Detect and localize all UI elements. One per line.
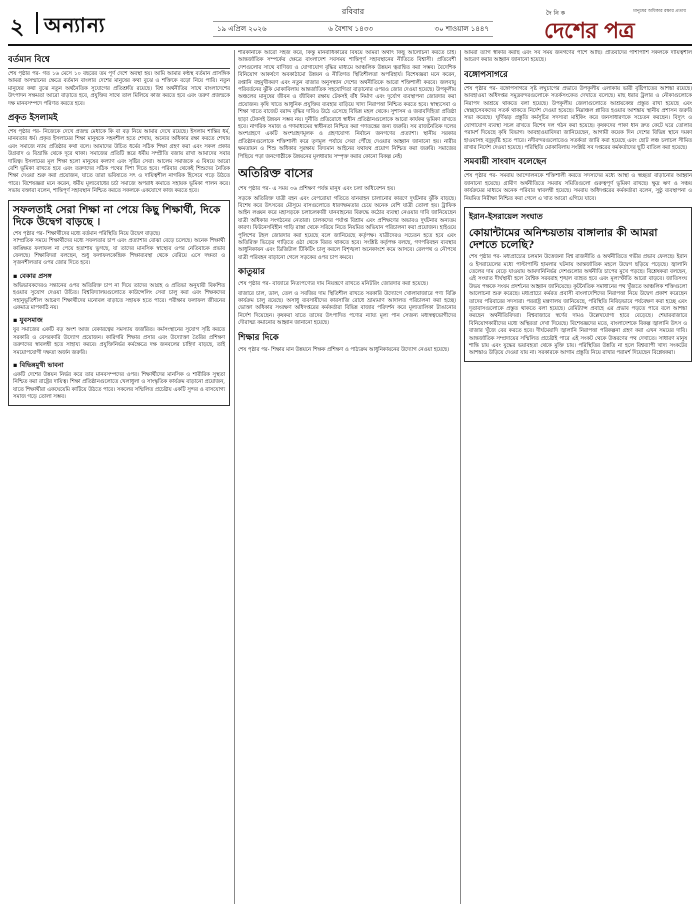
dateline-day: রবিবার bbox=[341, 7, 365, 16]
article-body: শেষ পৃষ্ঠার পর- নিজেকে দেখে প্রজন্ম মেধাকে কি বা বড় নিয়ে আমার দেখে রয়েছে। ইসলাম শান্তির ধর্ম, মানবতার ধর্ম। প্রকৃত ইসলামের শিক্ষা মানুষকে সহনশীল হতে শেখায়, অন্যের অধিকার রক্ষা করতে শেখায় এবং সমাজে ন্যায় প্রতিষ্ঠার কথা বলে। আমাদের উচিত ধর্মের সঠিক শিক্ষা গ্রহণ করা এবং সকল প্রকার উগ্রবাদ ও বিভ্রান্তি থেকে দূরে থাকা। সমাজের প্রতিটি স্তরে ধর্মীয় সম্প্রীতি বজায় রাখা আমাদের সবার দায়িত্ব। ইসলামের মূল শিক্ষা হলো মানুষের কল্যাণ এবং সৃষ্টির সেবা। আলেম সমাজকে এ বিষয়ে আরো বেশি ভূমিকা রাখতে হবে এবং তরুণদের সঠিক পথের দিশা দিতে হবে। পরিবার থেকেই শিশুদের নৈতিক শিক্ষা দেওয়া শুরু করা প্রয়োজন, যাতে তারা ভবিষ্যতে সৎ ও দায়িত্বশীল নাগরিক হিসেবে গড়ে উঠতে পারে। বিশেষজ্ঞরা মনে করেন, ধর্মীয় মূল্যবোধের চর্চা সমাজে অপরাধ কমাতে সহায়ক ভূমিকা পালন করে। সভায় বক্তারা বলেন, শান্তিপূর্ণ সহাবস্থান নিশ্চিত করতে সকলকে একযোগে কাজ করতে হবে। bbox=[8, 129, 230, 195]
article-headline: বর্তমান বিশ্বে bbox=[8, 53, 230, 69]
date-bengali: ৬ বৈশাখ ১৪৩৩ bbox=[328, 25, 373, 33]
masthead-rule bbox=[8, 44, 692, 46]
article-headline: শিক্ষার দিকে bbox=[238, 332, 279, 343]
article-body: বাজারে চাল, ডাল, তেল ও সবজির দাম স্থিতিশীল রাখতে সরকারি উদ্যোগে খোলাবাজারে পণ্য বিক্রি কার্যক্রম চালু রয়েছে। অসাধু ব্যবসায়ীদের কারসাজি রোধে ভ্রাম্যমাণ আদালত পরিচালনা করা হচ্ছে। ভোক্তা অধিকার সংরক্ষণ অধিদপ্তরের কর্মকর্তারা বিভিন্ন বাজার পরিদর্শন করে মূল্যতালিকা টাঙানোর নির্দেশ দিয়েছেন। কৃষকরা যাতে তাদের উৎপাদিত পণ্যের ন্যায্য মূল্য পান সেজন্য মধ্যস্বত্বভোগীদের দৌরাত্ম্য কমানোর আহ্বান জানানো হয়েছে। bbox=[238, 290, 456, 327]
article-headline: প্রকৃত ইসলামই bbox=[8, 111, 230, 127]
article-headline: কাতুয়ার bbox=[238, 267, 265, 278]
logo-prefix: দৈ নি ক bbox=[546, 10, 565, 17]
column-right bbox=[464, 50, 692, 904]
boxed-article-kicker: ইরান-ইসরায়েল সংঘাত bbox=[469, 211, 543, 222]
logo-name: দেশের পত্র bbox=[544, 19, 635, 44]
subhead: ▪ যুবসমাজ bbox=[13, 316, 43, 325]
masthead-separator bbox=[36, 12, 38, 34]
article-body: আমরা ত্যাগ স্বীকার করছি এবং সব সময় জনগণের পাশে আছি। প্রতিবাদের পাশাপাশি সকলকে দায়িত্বশীল আচরণ করার আহ্বান জানানো হয়েছে। bbox=[464, 50, 692, 64]
boxed-article bbox=[8, 200, 230, 406]
date-gregorian: ১৯ এপ্রিল ২০২৬ bbox=[217, 25, 267, 33]
article-headline: বঙ্গোপসাগরে bbox=[464, 68, 692, 84]
column-left bbox=[8, 50, 230, 904]
article-body: শেষ পৃষ্ঠার পর- মধ্যপ্রাচ্যের চলমান উত্তেজনা বিশ্ব রাজনীতি ও অর্থনীতিতে গভীর প্রভাব ফেলছে। ইরান ও ইসরায়েলের মধ্যে পাল্টাপাল্টি হামলার ঘটনায় আন্তর্জাতিক মহলে উদ্বেগ ছড়িয়ে পড়েছে। জ্বালানি তেলের দাম বেড়ে যাওয়ায় আমদানিনির্ভর দেশগুলোর অর্থনীতি চাপের মুখে পড়ছে। বিশ্লেষকরা বলছেন, এই সংঘাত দীর্ঘস্থায়ী হলে বৈশ্বিক সরবরাহ শৃঙ্খল ব্যাহত হবে এবং মূল্যস্ফীতি আরো বাড়বে। জাতিসংঘ উভয় পক্ষকে সংযম প্রদর্শনের আহ্বান জানিয়েছে। কূটনৈতিক সমাধানের পথ খুঁজতে আঞ্চলিক শক্তিগুলো আলোচনা শুরু করেছে। মধ্যপ্রাচ্যে কর্মরত প্রবাসী বাংলাদেশিদের নিরাপত্তা নিয়ে উদ্বেগ প্রকাশ করেছেন তাদের পরিবারের সদস্যরা। পররাষ্ট্র মন্ত্রণালয় জানিয়েছে, পরিস্থিতি নিবিড়ভাবে পর্যবেক্ষণ করা হচ্ছে এবং দূতাবাসগুলোকে প্রস্তুত থাকতে বলা হয়েছে। রেমিট্যান্স প্রবাহে এর প্রভাব পড়তে পারে বলে আশঙ্কা করছেন অর্থনীতিবিদরা। বিশ্ববাজারে স্বর্ণের দামও উল্লেখযোগ্য হারে বেড়েছে। শেয়ারবাজারে বিনিয়োগকারীদের মধ্যে অস্থিরতা দেখা দিয়েছে। বিশেষজ্ঞদের মতে, বাংলাদেশকে বিকল্প জ্বালানি উৎস ও বাজার খুঁজে বের করতে হবে। দীর্ঘমেয়াদি জ্বালানি নিরাপত্তা পরিকল্পনা গ্রহণ করা এখন সময়ের দাবি। আন্তর্জাতিক সম্প্রদায়ের সম্মিলিত প্রচেষ্টাই পারে এই সংকট থেকে উত্তরণের পথ দেখাতে। সাধারণ মানুষ শান্তি চায় এবং যুদ্ধের ভয়াবহতা থেকে মুক্তি চায়। পরিস্থিতির উন্নতি না হলে বিশ্বব্যাপী খাদ্য সংকটের আশঙ্কাও উড়িয়ে দেওয়া যায় না। সরকারকে আগাম প্রস্তুতি নিয়ে রাখার পরামর্শ দিয়েছেন বিশ্লেষকরা। bbox=[469, 254, 687, 357]
masthead bbox=[8, 6, 692, 44]
column-divider bbox=[234, 50, 235, 904]
boxed-article-headline: কোয়ান্টামের অনিশ্চয়তায় বাঙ্গালার কী আমরা দেশতে চলেছি? bbox=[469, 227, 658, 252]
subhead: ▪ বিভিন্নমুখী ভাবনা bbox=[13, 360, 64, 369]
article-body: শেষ পৃষ্ঠার পর- বঙ্গোপসাগরে সৃষ্ট লঘুচাপের প্রভাবে উপকূলীয় এলাকায় ভারী বৃষ্টিপাতের আশঙ্কা রয়েছে। আবহাওয়া অধিদপ্তর সমুদ্রবন্দরগুলোকে সতর্কসংকেত দেখাতে বলেছে। মাছ ধরার ট্রলার ও নৌকাগুলোকে নিরাপদ আশ্রয়ে থাকতে বলা হয়েছে। উপকূলীয় জেলাগুলোতে আশ্রয়কেন্দ্র প্রস্তুত রাখা হয়েছে এবং স্বেচ্ছাসেবকদের সতর্ক থাকতে নির্দেশ দেওয়া হয়েছে। নিম্নাঞ্চল প্লাবিত হওয়ার আশঙ্কায় স্থানীয় প্রশাসন জরুরি সভা করেছে। ঘূর্ণিঝড় প্রস্তুতি কর্মসূচির সদস্যরা মাইকিং করে জনসাধারণকে সচেতন করছেন। বিদ্যুৎ ও যোগাযোগ ব্যবস্থা সচল রাখতে বিশেষ দল গঠন করা হয়েছে। কৃষকদের পাকা ধান দ্রুত কেটে ঘরে তোলার পরামর্শ দিয়েছে কৃষি বিভাগ। আবহাওয়াবিদরা জানিয়েছেন, আগামী কয়েক দিন দেশের বিভিন্ন স্থানে দমকা হাওয়াসহ বজ্রবৃষ্টি হতে পারে। নদীবন্দরগুলোতেও সতর্কতা জারি করা হয়েছে এবং ছোট লঞ্চ চলাচল সীমিত রাখার নির্দেশ দেওয়া হয়েছে। পরিস্থিতি মোকাবিলায় সংশ্লিষ্ট সব দপ্তরের কর্মকর্তাদের ছুটি বাতিল করা হয়েছে। bbox=[464, 85, 692, 152]
article-body: শেষ পৃষ্ঠার পর- গত ১৬ মেসে ১০ বছরের তম পূর্ণ দেশে অবস্থা হয়। আমি আমার কন্ঠস্থ বর্তমান প্রাসঙ্গিক আমরা অসম্মানের ক্ষেত্রে বর্তমান বাংলার দেশের মানুষের কথা বুঝে ও শক্তিকে বড়ো নিয়ে পারি। নতুন মানুষের কথা বুঝে নতুন অর্থনৈতিক সুযোগের প্রতিশ্রুতি রয়েছে। বিশ্ব অর্থনীতির সাথে বাংলাদেশের উৎপাদন সক্ষমতা আরো বাড়াতে হবে, প্রযুক্তির সাথে তাল মিলিয়ে কাজ করতে হবে এবং তরুণ প্রজন্মকে দক্ষ মানবসম্পদে পরিণত করতে হবে। bbox=[8, 71, 230, 107]
logo-tagline: মানুষের অধিকার রক্ষার প্রত্যয় bbox=[633, 9, 686, 14]
column-divider bbox=[460, 50, 461, 904]
article-body: একটি দেশের উন্নয়ন নির্ভর করে তার মানবসম্পদের ওপর। শিক্ষার্থীদের মানসিক ও শারীরিক সুস্থতা নিশ্চিত করা রাষ্ট্রের দায়িত্ব। শিক্ষা প্রতিষ্ঠানগুলোতে খেলাধুলা ও সাংস্কৃতিক কার্যক্রম বাড়ানো প্রয়োজন, যাতে শিক্ষার্থীরা একঘেয়েমি কাটিয়ে উঠতে পারে। সকলের সম্মিলিত প্রচেষ্টায় একটি সুন্দর ও বাসযোগ্য সমাজ গড়ে তোলা সম্ভব। bbox=[13, 371, 225, 401]
page-number: ২ bbox=[10, 14, 25, 40]
date-hijri: ৩০ শাওয়াল ১৪৪৭ bbox=[434, 25, 489, 33]
article-body: শেষ পৃষ্ঠার পর- সমবায় আন্দোলনকে শক্তিশালী করতে সদস্যদের মধ্যে আস্থা ও স্বচ্ছতা বাড়ানোর আহ্বান জানানো হয়েছে। গ্রামীণ অর্থনীতিতে সমবায় সমিতিগুলো গুরুত্বপূর্ণ ভূমিকা রাখছে। ক্ষুদ্র ঋণ ও সঞ্চয় কার্যক্রমের মাধ্যমে অনেক পরিবার স্বাবলম্বী হয়েছে। সমবায় অধিদপ্তরের কর্মকর্তারা বলেন, সুষ্ঠু ব্যবস্থাপনা ও নিয়মিত নিরীক্ষা নিশ্চিত করা গেলে এ খাত আরো এগিয়ে যাবে। bbox=[464, 173, 692, 202]
article-body: সাম্প্রতিক সময়ে শিক্ষার্থীদের মধ্যে সফলতার চাপ এবং প্রত্যাশার বোঝা বেড়ে চলেছে। অনেক শিক্ষার্থী কাঙ্ক্ষিত ফলাফল না পেয়ে হতাশায় ভুগছে, যা তাদের মানসিক স্বাস্থ্যের ওপর নেতিবাচক প্রভাব ফেলছে। শিক্ষাবিদরা বলছেন, শুধু ফলাফলকেন্দ্রিক শিক্ষাব্যবস্থা থেকে বেরিয়ে এসে দক্ষতা ও সৃজনশীলতার ওপর জোর দিতে হবে। bbox=[13, 238, 225, 267]
article-body: সড়কে অতিরিক্ত যাত্রী বহন এবং বেপরোয়া গতিতে যানবাহন চালানোর কারণে দুর্ঘটনার ঝুঁকি বাড়ছে। বিশেষ করে উৎসবের মৌসুমে বাসগুলোতে ধারণক্ষমতার চেয়ে অনেক বেশি যাত্রী তোলা হয়। ট্রাফিক আইন লঙ্ঘন করে মহাসড়কে চলাচলকারী যানবাহনের বিরুদ্ধে কঠোর ব্যবস্থা নেওয়ার দাবি জানিয়েছেন যাত্রী অধিকার সংগঠনের নেতারা। চালকদের পর্যাপ্ত বিশ্রাম এবং প্রশিক্ষণের অভাবও দুর্ঘটনার অন্যতম কারণ। ফিটনেসবিহীন গাড়ি রাস্তা থেকে সরিয়ে নিতে নিয়মিত অভিযান পরিচালনা করা প্রয়োজন। হাইওয়ে পুলিশের টহল জোরদার করা হয়েছে বলে জানিয়েছে কর্তৃপক্ষ। যাত্রীদেরও সচেতন হতে হবে এবং অতিরিক্ত ভিড়ের গাড়িতে ওঠা থেকে বিরত থাকতে হবে। সংশ্লিষ্ট কর্তৃপক্ষ বলছে, গণপরিবহন ব্যবস্থার আধুনিকায়ন এবং ডিজিটাল টিকিটিং চালু করলে বিশৃঙ্খলা অনেকাংশে কমে আসবে। রেলপথ ও নৌপথে যাত্রী পরিবহন বাড়ানো গেলে সড়কের ওপর চাপ কমবে। bbox=[238, 195, 456, 261]
article-body: শরিকানাকে আরো সহজ করে, কিন্তু মানবাধিকারের বিষয়ে আমরা অর্থাৎ কিছু আলোচনা করতে চাই। আন্তর্জাতিক সম্পর্কের ক্ষেত্রে বাংলাদেশ সবসময় শান্তিপূর্ণ সহাবস্থানের নীতিতে বিশ্বাসী। প্রতিবেশী দেশগুলোর সাথে বাণিজ্য ও যোগাযোগ বৃদ্ধির মাধ্যমে আঞ্চলিক উন্নয়ন ত্বরান্বিত করা সম্ভব। বৈদেশিক বিনিয়োগ আকর্ষণে অবকাঠামো উন্নয়ন ও নীতিগত স্থিতিশীলতা অপরিহার্য। বিশেষজ্ঞরা মনে করেন, রপ্তানি বহুমুখীকরণ এবং নতুন বাজার অনুসন্ধান দেশের অর্থনীতিকে আরো শক্তিশালী করবে। জলবায়ু পরিবর্তনের ঝুঁকি মোকাবিলায় আন্তর্জাতিক সহযোগিতা বাড়ানোর ওপরও জোর দেওয়া হয়েছে। উপকূলীয় অঞ্চলের মানুষের জীবন ও জীবিকা রক্ষায় টেকসই বাঁধ নির্মাণ এবং দুর্যোগ ব্যবস্থাপনা জোরদার করা প্রয়োজন। কৃষি খাতে আধুনিক প্রযুক্তির ব্যবহার বাড়িয়ে খাদ্য নিরাপত্তা নিশ্চিত করতে হবে। স্বাস্থ্যসেবা ও শিক্ষা খাতে বাজেট বরাদ্দ বৃদ্ধির দাবিও উঠে এসেছে বিভিন্ন মহল থেকে। সুশাসন ও জবাবদিহিতা প্রতিষ্ঠা ছাড়া টেকসই উন্নয়ন সম্ভব নয়। দুর্নীতি প্রতিরোধে স্বাধীন প্রতিষ্ঠানগুলোকে আরো কার্যকর ভূমিকা রাখতে হবে। নাগরিক সমাজ ও গণমাধ্যমের স্বাধীনতা নিশ্চিত করা গণতন্ত্রের জন্য জরুরি। সব রাজনৈতিক দলের অংশগ্রহণে একটি অংশগ্রহণমূলক ও গ্রহণযোগ্য নির্বাচন জনগণের প্রত্যাশা। স্থানীয় সরকার প্রতিষ্ঠানগুলোকে শক্তিশালী করে তৃণমূল পর্যায়ে সেবা পৌঁছে দেওয়ার আহ্বান জানানো হয়। নারীর ক্ষমতায়ন ও শিশু অধিকার সুরক্ষায় বিদ্যমান আইনের যথাযথ প্রয়োগ নিশ্চিত করা জরুরি। সমাজের পিছিয়ে পড়া জনগোষ্ঠীকে উন্নয়নের মূলধারায় সম্পৃক্ত করার কোনো বিকল্প নেই। bbox=[238, 50, 456, 160]
article-headline: অতিরিক্ত বাসের bbox=[238, 166, 313, 181]
article-body: যুব সমাজের একটি বড় অংশ আজ বেকারত্বের সমস্যায় জর্জরিত। কর্মসংস্থানের সুযোগ সৃষ্টি করতে সরকারি ও বেসরকারি উদ্যোগ প্রয়োজন। কারিগরি শিক্ষার প্রসার এবং উদ্যোক্তা তৈরির প্রশিক্ষণ তরুণদের স্বাবলম্বী হতে সাহায্য করবে। প্রযুক্তিনির্ভর কর্মক্ষেত্রে দক্ষ জনবলের চাহিদা বাড়ছে, তাই সময়োপযোগী দক্ষতা অর্জন জরুরি। bbox=[13, 327, 225, 356]
article-byline: শেষ পৃষ্ঠার পর- এ সময় ৩৬ প্রশিক্ষণ পর্যন্ত মানুষ এবং চলা অধিবেশন হয়। bbox=[238, 186, 396, 193]
dateline-dates bbox=[213, 21, 493, 37]
newspaper-logo bbox=[538, 6, 688, 44]
article-headline: সমবায়ী সাংবাদ বলেছেন bbox=[464, 155, 692, 171]
boxed-article bbox=[464, 207, 692, 362]
dateline bbox=[213, 6, 493, 37]
article-byline: শেষ পৃষ্ঠার পর- বাজারে নিত্যপণ্যের দাম নিয়ন্ত্রণে রাখতে মনিটরিং জোরদার করা হয়েছে। bbox=[238, 281, 429, 288]
article-columns bbox=[8, 50, 692, 904]
boxed-article-headline: সফলতাই সেরা শিক্ষা না পেয়ে কিছু শিক্ষার্থী, দিকে দিকে উদ্বেগ বাড়ছে । bbox=[13, 203, 221, 228]
article-body: শেষ পৃষ্ঠার পর- শিক্ষার মান উন্নয়নে শিক্ষক প্রশিক্ষণ ও পাঠ্যক্রম আধুনিকায়নের উদ্যোগ নেওয়া হয়েছে। bbox=[238, 346, 450, 353]
article-body: অভিভাবকদেরও সন্তানের ওপর অতিরিক্ত চাপ না দিয়ে তাদের আগ্রহ ও প্রতিভা অনুযায়ী বিকশিত হওয়ার সুযোগ দেওয়া উচিত। বিশ্ববিদ্যালয়গুলোতে কাউন্সেলিং সেবা চালু করা এবং শিক্ষকদের সহানুভূতিশীল আচরণ শিক্ষার্থীদের মনোবল বাড়াতে সহায়ক হতে পারে। পরীক্ষার ফলাফল জীবনের একমাত্র মাপকাঠি নয়। bbox=[13, 282, 225, 311]
boxed-article-byline: শেষ পৃষ্ঠার পর- শিক্ষার্থীদের মধ্যে বর্তমান পরিস্থিতি নিয়ে উদ্বেগ বাড়ছে। bbox=[13, 230, 161, 237]
column-middle bbox=[238, 50, 456, 904]
section-title: অন্যান্য bbox=[44, 13, 106, 37]
subhead: ▪ বেকার প্রসঙ্গ bbox=[13, 271, 52, 280]
